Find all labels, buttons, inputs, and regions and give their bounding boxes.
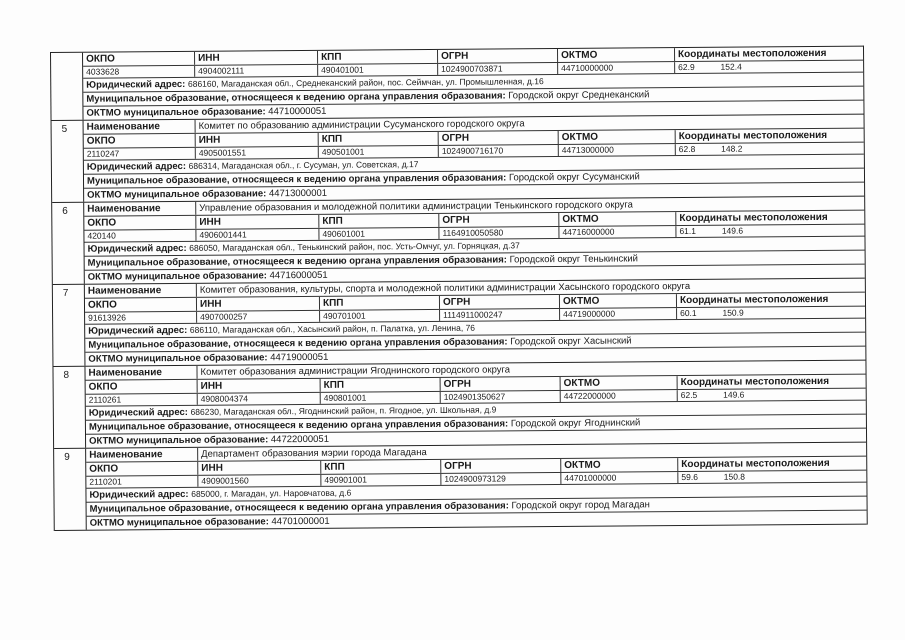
record-number: 8 [53, 367, 86, 448]
municipality-label: Муниципальное образование, относящееся к ведению органа управления образования: [87, 254, 507, 269]
oktmo-mun-value: 44701000001 [271, 515, 330, 528]
coords-value [675, 61, 863, 73]
oktmo-value: 44710000000 [558, 62, 675, 74]
oktmo-label: ОКТМО [561, 458, 678, 472]
oktmo-mun-value: 44710000051 [268, 105, 327, 118]
inn-value: 4908004374 [198, 393, 321, 405]
coords-value [678, 471, 866, 483]
ogrn-value: 1024900716170 [439, 145, 559, 157]
ogrn-label: ОГРН [439, 131, 559, 145]
municipality-value: Городской округ Тенькинский [509, 253, 638, 266]
ogrn-value: 1024900703871 [438, 63, 558, 75]
oktmo-mun-label: ОКТМО муниципальное образование: [87, 188, 267, 201]
name-label: Наименование [85, 284, 197, 298]
name-label: Наименование [85, 366, 197, 380]
latitude-value: 60.1 [680, 307, 697, 319]
latitude-value: 62.5 [680, 389, 698, 401]
ogrn-value: 1024900973129 [441, 473, 561, 485]
latitude-value: 61.1 [679, 225, 697, 237]
oktmo-mun-value: 44719000051 [270, 351, 329, 364]
record-body [84, 115, 865, 202]
organization-name: Комитет по образованию администрации Сусуманского городского округа [198, 118, 525, 132]
address-value: 686160, Магаданская обл., Среднеканский район, пос. Сеймчан, ул. Промышленная, д.16 [187, 76, 544, 89]
inn-value: 4904002111 [195, 65, 318, 77]
record [54, 443, 867, 531]
address-value: 686110, Магаданская обл., Хасынский район, п. Палатка, ул. Ленина, 76 [189, 322, 476, 335]
latitude-value: 59.6 [681, 471, 698, 483]
municipality-label: Муниципальное образование, относящееся к ведению органа управления образования: [88, 418, 509, 433]
okpo-label: ОКПО [86, 380, 198, 394]
inn-label: ИНН [197, 297, 320, 311]
municipality-label: Муниципальное образование, относящееся к ведению органа управления образования: [88, 336, 508, 351]
municipality-label: Муниципальное образование, относящееся к ведению органа управления образования: [86, 90, 506, 105]
record-body [86, 443, 867, 530]
coords-label: Координаты местоположения [680, 375, 830, 389]
longitude-value: 149.6 [723, 389, 745, 400]
okpo-label: ОКПО [86, 462, 198, 476]
address-value: 686314, Магаданская обл., г. Сусуман, ул. Советская, д.17 [188, 159, 419, 171]
coords-label: Координаты местоположения [677, 47, 827, 61]
address-label: Юридический адрес: [88, 324, 188, 337]
municipality-value: Городской округ Ягоднинский [510, 417, 641, 430]
record-body [85, 279, 866, 366]
ogrn-value: 1024901350627 [441, 391, 561, 403]
record [53, 361, 866, 449]
oktmo-value: 44701000000 [561, 472, 678, 484]
okpo-label: ОКПО [83, 52, 195, 66]
municipality-value: Городской округ Сусуманский [508, 171, 640, 184]
record-number: 6 [52, 203, 85, 284]
address-value: 686050, Магаданская обл., Тенькинский район, пос. Усть-Омчуг, ул. Горняцкая, д.37 [189, 240, 520, 253]
kpp-value: 490701001 [320, 310, 440, 322]
organization-name: Комитет образования администрации Ягоднинского городского округа [200, 364, 511, 378]
latitude-value: 62.8 [678, 143, 696, 155]
ogrn-label: ОГРН [439, 213, 559, 227]
oktmo-mun-value: 44716000051 [269, 269, 328, 282]
okpo-label: ОКПО [85, 298, 197, 312]
oktmo-mun-value: 44713000001 [268, 187, 328, 200]
record-number: 7 [53, 285, 86, 366]
longitude-value: 148.2 [721, 143, 743, 154]
municipality-value: Городской округ Среднеканский [508, 89, 650, 102]
record [53, 279, 866, 367]
document-table [50, 46, 868, 531]
oktmo-mun-label: ОКТМО муниципальное образование: [86, 106, 266, 119]
municipality-label: Муниципальное образование, относящееся к ведению органа управления образования: [89, 500, 509, 515]
inn-label: ИНН [195, 51, 318, 65]
okpo-value: 4033628 [83, 66, 195, 78]
inn-value: 4905001551 [196, 147, 319, 159]
address-label: Юридический адрес: [86, 160, 187, 173]
oktmo-mun-value: 44722000051 [270, 433, 330, 446]
okpo-value: 2110261 [86, 394, 198, 406]
ogrn-label: ОГРН [441, 459, 561, 473]
oktmo-label: ОКТМО [559, 212, 676, 226]
municipality-value: Городской округ город Магадан [511, 499, 650, 512]
name-label: Наименование [84, 202, 196, 216]
kpp-value: 490901001 [321, 474, 441, 486]
oktmo-label: ОКТМО [560, 294, 677, 308]
longitude-value: 149.6 [721, 225, 744, 236]
record-number: 9 [54, 449, 87, 530]
kpp-label: КПП [319, 214, 439, 228]
longitude-value: 150.8 [723, 471, 746, 482]
kpp-value: 490401001 [318, 64, 438, 76]
latitude-value: 62.9 [678, 61, 695, 73]
okpo-value: 2110201 [86, 476, 198, 488]
organization-name: Комитет образования, культуры, спорта и молодежной политики администрации Хасынского городского округа [199, 280, 691, 296]
kpp-label: КПП [321, 460, 441, 474]
coords-value [678, 389, 866, 401]
longitude-value: 150.9 [722, 307, 744, 318]
oktmo-mun-label: ОКТМО муниципальное образование: [89, 434, 269, 447]
record-body [85, 361, 866, 448]
organization-name: Департамент образования мэрии города Магадана [201, 447, 427, 460]
record-body [83, 47, 864, 120]
inn-label: ИНН [196, 215, 319, 229]
oktmo-value: 44719000000 [560, 308, 677, 320]
oktmo-value: 44716000000 [559, 226, 676, 238]
coords-label: Координаты местоположения [681, 457, 830, 471]
kpp-label: КПП [318, 50, 438, 64]
inn-value: 4909001560 [198, 475, 321, 487]
coords-value [676, 225, 864, 237]
ogrn-value: 1164910050580 [439, 227, 559, 239]
address-value: 686230, Магаданская обл., Ягоднинский район, п. Ягодное, ул. Школьная, д.9 [190, 404, 497, 417]
ogrn-label: ОГРН [440, 295, 560, 309]
address-value: 685000, г. Магадан, ул. Наровчатова, д.6 [191, 487, 352, 499]
coords-value [676, 143, 864, 155]
inn-value: 4907000257 [197, 311, 320, 323]
okpo-value: 2110247 [84, 148, 196, 160]
coords-label: Координаты местоположения [679, 211, 828, 225]
record-body [84, 197, 865, 284]
ogrn-label: ОГРН [441, 377, 561, 391]
record [52, 115, 865, 203]
oktmo-value: 44722000000 [561, 390, 678, 402]
address-label: Юридический адрес: [86, 78, 186, 91]
ogrn-value: 1114911000247 [440, 309, 560, 321]
address-label: Юридический адрес: [89, 488, 189, 501]
oktmo-mun-label: ОКТМО муниципальное образование: [89, 516, 269, 529]
address-label: Юридический адрес: [87, 242, 187, 255]
ogrn-label: ОГРН [438, 49, 558, 63]
municipality-value: Городской округ Хасынский [510, 335, 632, 348]
kpp-value: 490801001 [321, 392, 441, 404]
coords-label: Координаты местоположения [679, 293, 829, 307]
okpo-value: 420140 [84, 230, 196, 242]
okpo-label: ОКПО [84, 134, 196, 148]
organization-name: Управление образования и молодежной политики администрации Тенькинского городского округа [199, 199, 633, 214]
inn-value: 4906001441 [196, 229, 319, 241]
record [51, 47, 864, 121]
coords-label: Координаты местоположения [678, 129, 828, 143]
kpp-label: КПП [319, 132, 439, 146]
kpp-value: 490601001 [319, 228, 439, 240]
kpp-value: 490501001 [319, 146, 439, 158]
longitude-value: 152.4 [720, 61, 742, 72]
inn-label: ИНН [198, 461, 321, 475]
record-number: 5 [52, 121, 85, 202]
inn-label: ИНН [196, 133, 319, 147]
kpp-label: КПП [320, 296, 440, 310]
record [52, 197, 865, 285]
inn-label: ИНН [198, 379, 321, 393]
okpo-value: 91613926 [85, 312, 197, 324]
okpo-label: ОКПО [84, 216, 196, 230]
coords-value [677, 307, 865, 319]
oktmo-mun-label: ОКТМО муниципальное образование: [88, 352, 268, 365]
record-number [51, 53, 84, 120]
kpp-label: КПП [321, 378, 441, 392]
address-label: Юридический адрес: [88, 406, 188, 419]
oktmo-label: ОКТМО [561, 376, 678, 390]
oktmo-value: 44713000000 [559, 144, 676, 156]
oktmo-mun-label: ОКТМО муниципальное образование: [87, 270, 267, 283]
name-label: Наименование [84, 120, 196, 134]
oktmo-label: ОКТМО [559, 130, 676, 144]
municipality-label: Муниципальное образование, относящееся к ведению органа управления образования: [86, 172, 507, 187]
oktmo-label: ОКТМО [558, 48, 675, 62]
name-label: Наименование [86, 448, 198, 462]
